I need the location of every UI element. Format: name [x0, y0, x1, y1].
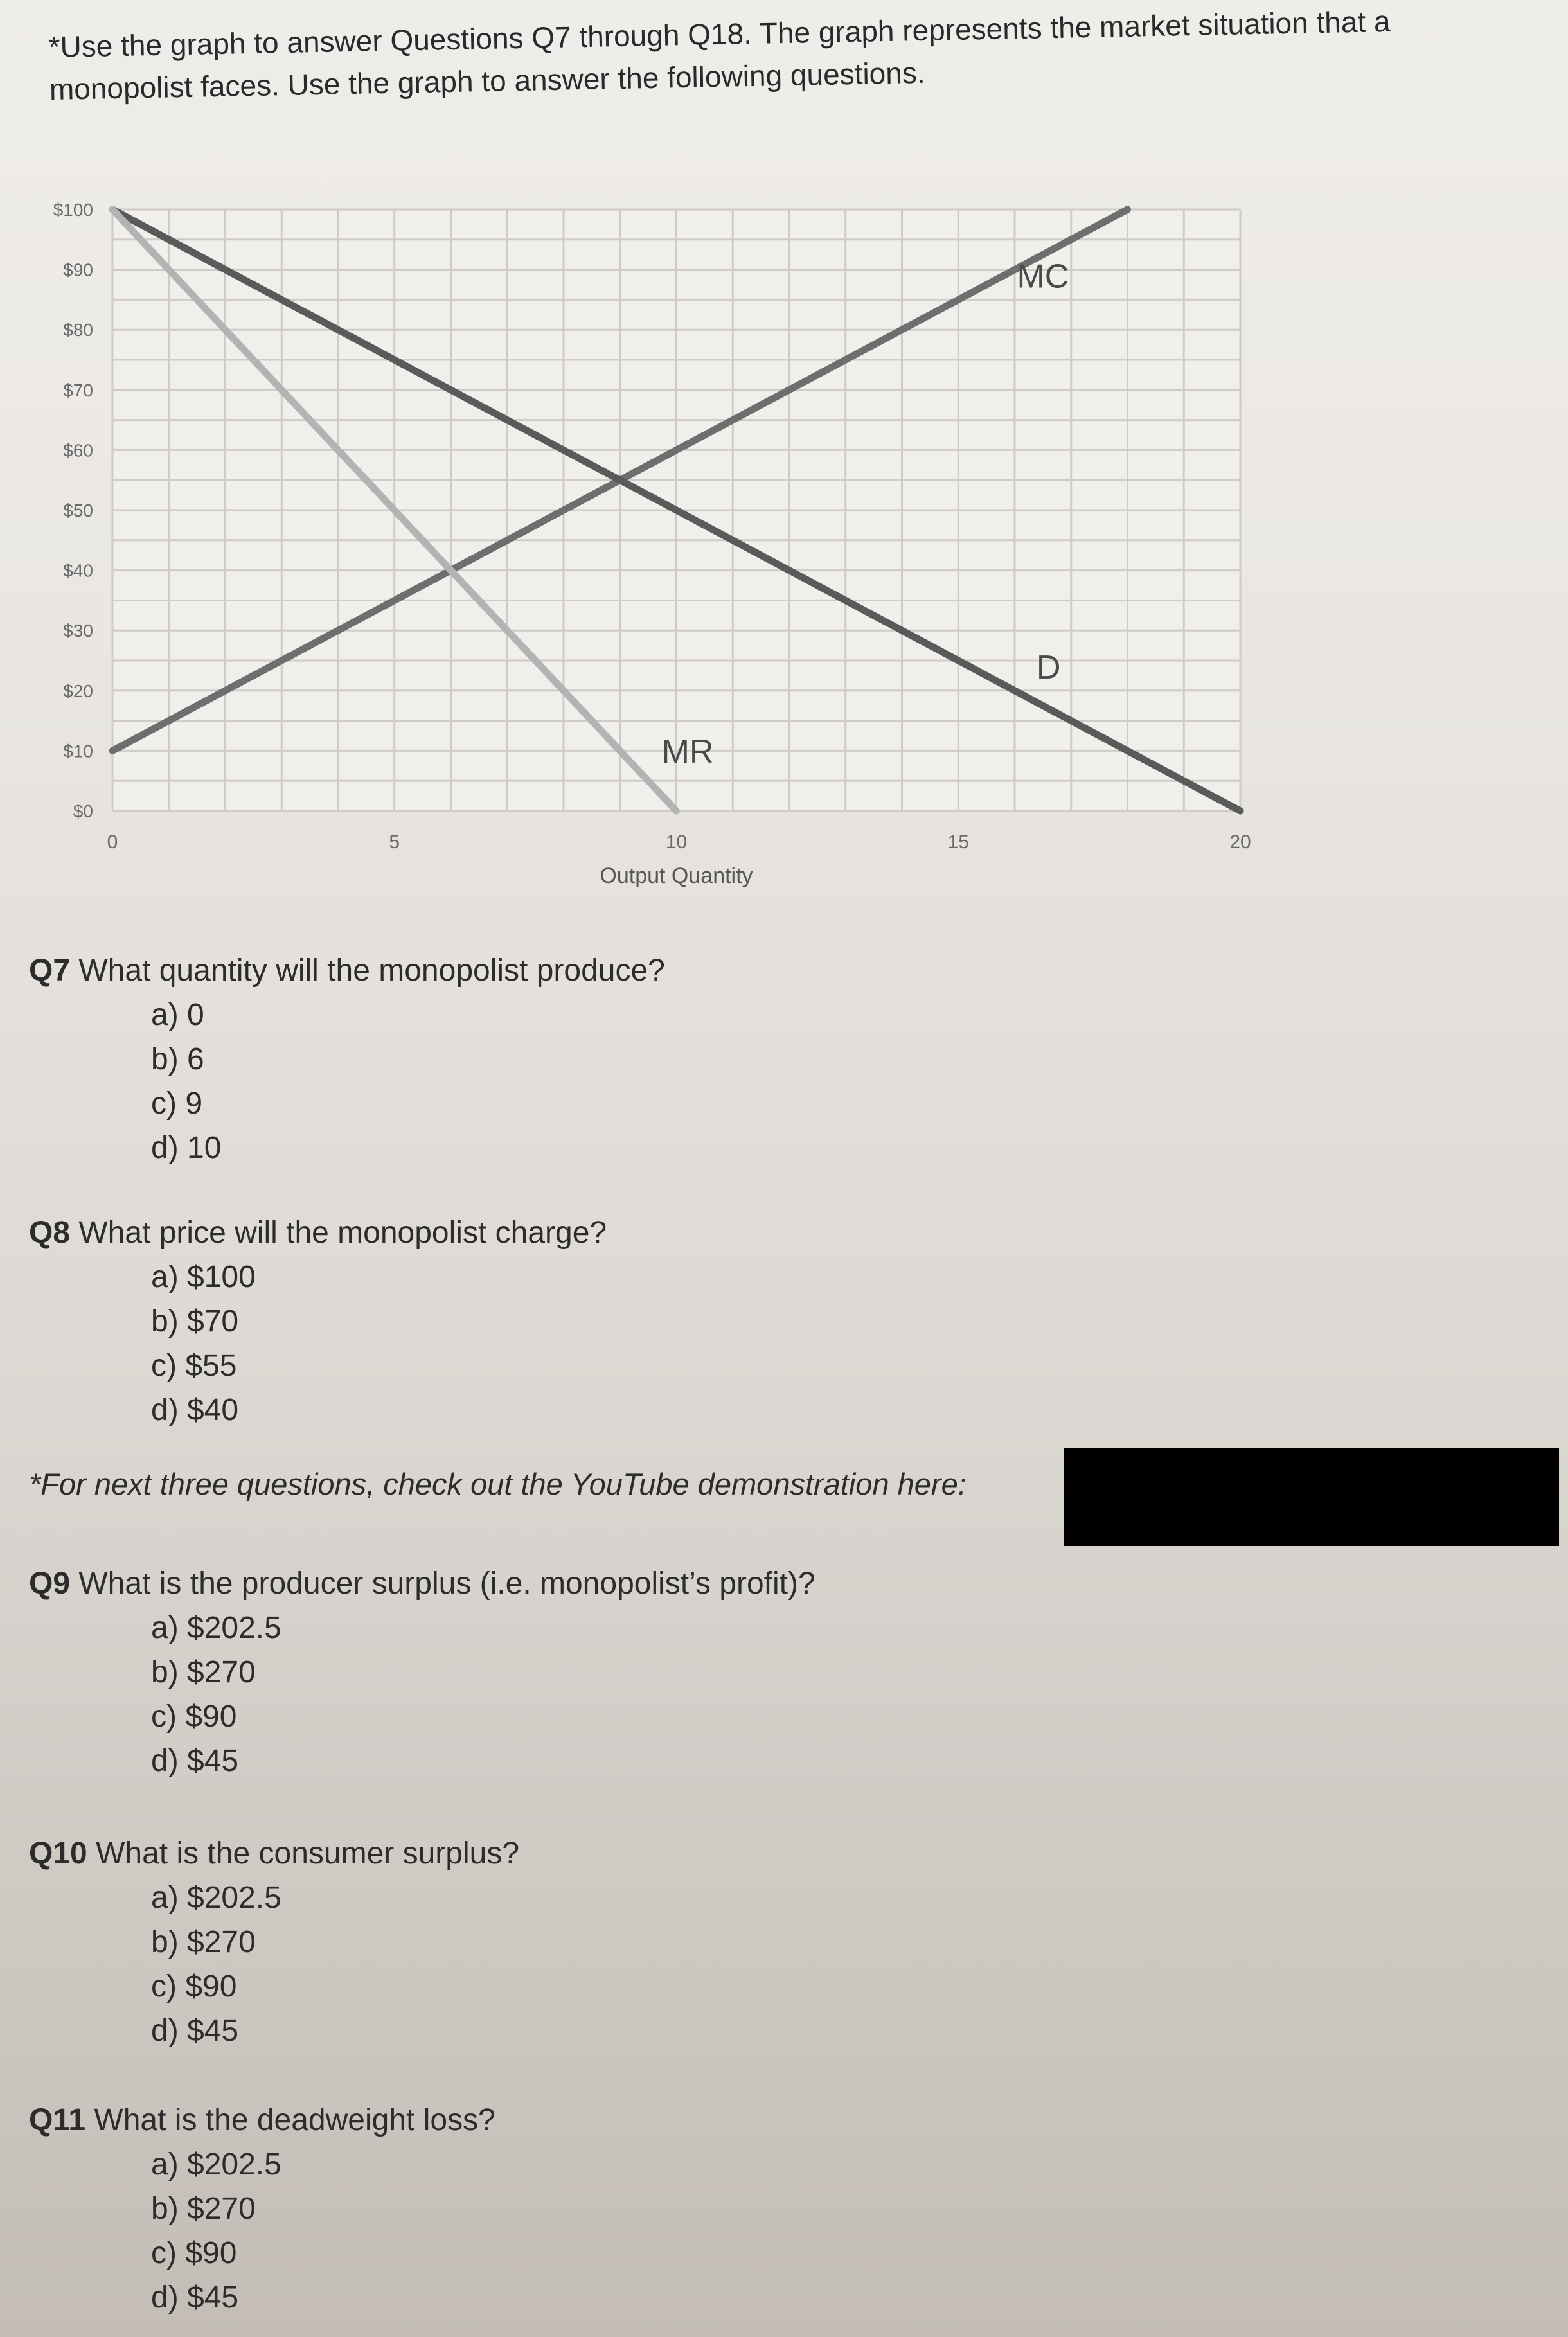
x-tick-label: 20	[1229, 831, 1251, 853]
question-text: What is the deadweight loss?	[85, 2103, 495, 2137]
option-c: c) 9	[151, 1087, 203, 1121]
question-number: Q7	[29, 954, 71, 988]
question-text: What is the consumer surplus?	[87, 1836, 520, 1870]
question-q11	[29, 2098, 495, 2320]
question-q9	[29, 1561, 815, 1783]
y-tick-label: $10	[63, 741, 93, 761]
option-b: b) $70	[151, 1304, 239, 1338]
y-tick-label: $60	[63, 440, 93, 461]
option-b: b) $270	[151, 2192, 256, 2226]
y-tick-label: $100	[53, 200, 93, 220]
option-b: b) 6	[151, 1042, 204, 1076]
question-number: Q10	[29, 1836, 87, 1870]
intro-text: *Use the graph to answer Questions Q7 through Q18. The graph represents the market situation that a monopolist faces. Use the graph to answer the following questions.	[48, 4, 1391, 106]
y-tick-label: $80	[63, 320, 93, 341]
x-tick-label: 5	[389, 831, 400, 853]
option-d: d) $40	[151, 1393, 239, 1427]
y-tick-label: $20	[63, 680, 93, 701]
option-b: b) $270	[151, 1655, 256, 1689]
option-d: d) $45	[151, 2280, 239, 2315]
option-a: a) $202.5	[151, 1881, 281, 1915]
option-c: c) $55	[151, 1349, 237, 1383]
option-d: d) 10	[151, 1131, 222, 1165]
option-a: a) $202.5	[151, 2147, 281, 2181]
y-tick-label: $50	[63, 501, 93, 520]
option-c: c) $90	[151, 1700, 237, 1734]
option-c: c) $90	[151, 1969, 237, 2004]
series-label-mr: MR	[661, 733, 714, 771]
option-c: c) $90	[151, 2236, 237, 2270]
youtube-notice: *For next three questions, check out the YouTube demonstration here:	[29, 1467, 967, 1501]
series-label-d: D	[1036, 649, 1061, 687]
redacted-box	[1064, 1448, 1559, 1546]
series-label-mc: MC	[1017, 258, 1069, 296]
question-number: Q8	[29, 1216, 71, 1250]
y-tick-label: $0	[73, 801, 93, 821]
x-axis-label: Output Quantity	[600, 864, 753, 888]
y-tick-label: $90	[63, 260, 93, 280]
y-tick-label: $30	[63, 621, 93, 641]
option-a: a) $100	[151, 1260, 256, 1294]
question-q10	[29, 1831, 519, 2053]
monopoly-chart	[0, 154, 1568, 925]
x-tick-label: 10	[665, 831, 688, 853]
option-a: a) $202.5	[151, 1611, 281, 1645]
y-tick-label: $70	[63, 380, 93, 400]
x-tick-label: 0	[107, 831, 118, 853]
question-text: What is the producer surplus (i.e. monopolist’s profit)?	[70, 1567, 815, 1601]
y-tick-label: $40	[63, 560, 93, 581]
option-a: a) 0	[151, 998, 204, 1032]
option-b: b) $270	[151, 1925, 256, 1959]
question-text: What price will the monopolist charge?	[70, 1216, 607, 1250]
x-tick-label: 15	[947, 831, 969, 853]
question-text: What quantity will the monopolist produce?	[70, 954, 665, 988]
option-d: d) $45	[151, 1744, 239, 1778]
question-number: Q9	[29, 1567, 71, 1601]
option-d: d) $45	[151, 2014, 239, 2048]
question-number: Q11	[29, 2103, 86, 2137]
question-q7	[29, 948, 665, 1170]
question-q8	[29, 1211, 607, 1432]
